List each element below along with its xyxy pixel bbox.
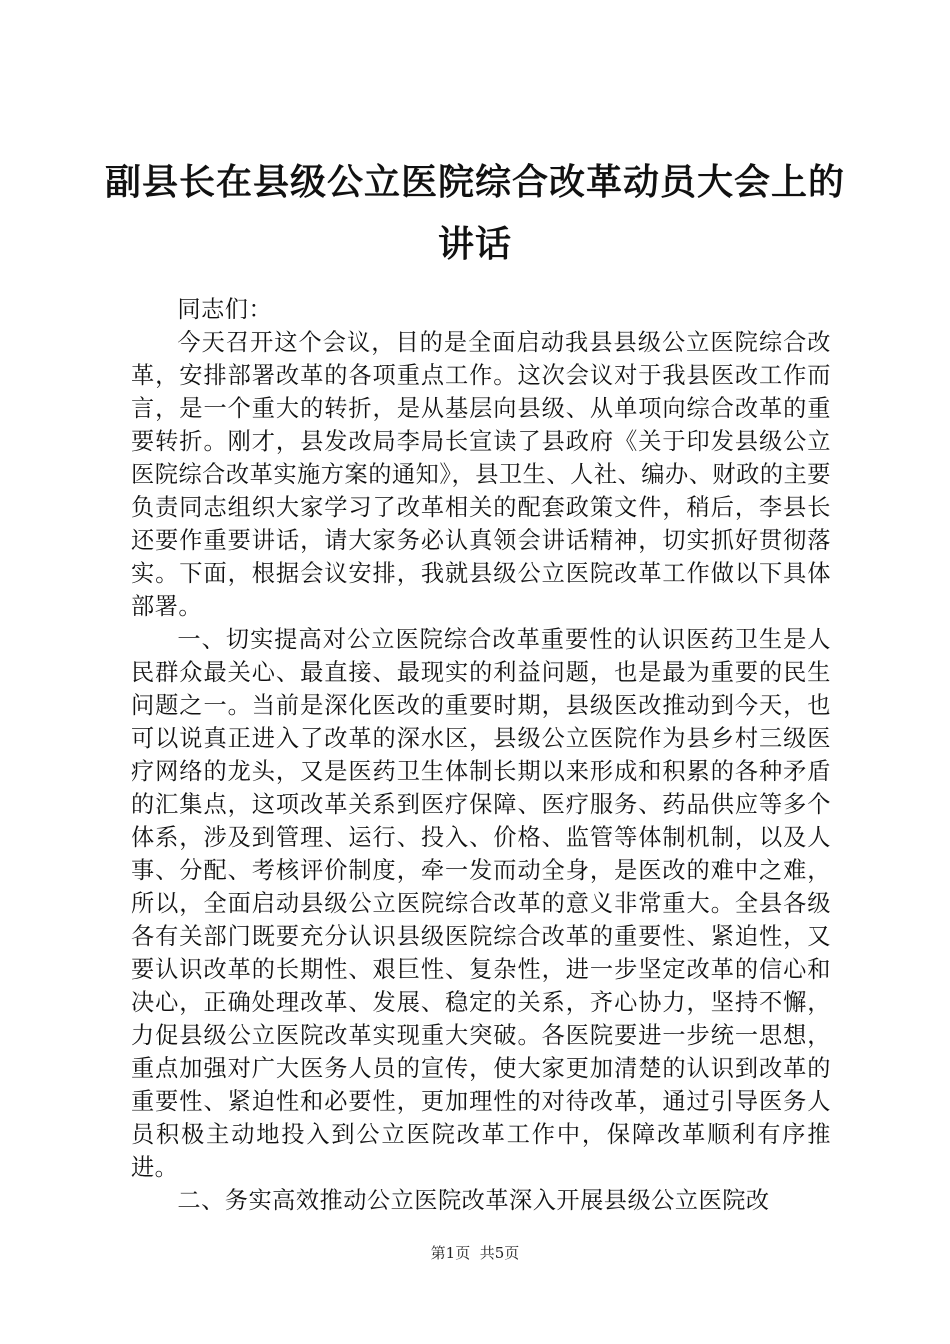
paragraph-1: 今天召开这个会议，目的是全面启动我县县级公立医院综合改革，安排部署改革的各项重点工作。这次会议对于我县医改工作而言，是一个重大的转折，是从基层向县级、从单项向综合改革的重要转折。刚才，县发改局李局长宣读了县政府《关于印发县级公立医院综合改革实施方案的通知》，县卫生、人社、编办、财政的主要负责同志组织大家学习了改革相关的配套政策文件，稍后，李县长还要作重要讲话，请大家务必认真领会讲话精神，切实抓好贯彻落实。下面，根据会议安排，我就县级公立医院改革工作做以下具体部署。: [131, 329, 831, 620]
paragraph-3: 二、务实高效推动公立医院改革深入开展县级公立医院改: [177, 1187, 770, 1214]
page-total: 共5页: [479, 1244, 520, 1262]
page-number: 第1页: [430, 1244, 471, 1262]
document-title-line-1: 副县长在县级公立医院综合改革动员大会上的: [104, 161, 845, 203]
salutation: 同志们：: [177, 296, 273, 323]
paragraph-2: 一、切实提高对公立医院综合改革重要性的认识医药卫生是人民群众最关心、最直接、最现实的利益问题，也是最为重要的民生问题之一。当前是深化医改的重要时期，县级医改推动到今天，也可以说真正进入了改革的深水区，县级公立医院作为县乡村三级医疗网络的龙头，又是医药卫生体制长期以来形成和积累的各种矛盾的汇集点，这项改革关系到医疗保障、医疗服务、药品供应等多个体系，涉及到管理、运行、投入、价格、监管等体制机制，以及人事、分配、考核评价制度，牵一发而动全身，是医改的难中之难，所以，全面启动县级公立医院综合改革的意义非常重大。全县各级各有关部门既要充分认识县级医院综合改革的重要性、紧迫性，又要认识改革的长期性、艰巨性、复杂性，进一步坚定改革的信心和决心，正确处理改革、发展、稳定的关系，齐心协力，坚持不懈，力促县级公立医院改革实现重大突破。各医院要进一步统一思想，重点加强对广大医务人员的宣传，使大家更加清楚的认识到改革的重要性、紧迫性和必要性，更加理性的对待改革，通过引导医务人员积极主动地投入到公立医院改革工作中，保障改革顺利有序推进。: [131, 626, 831, 1181]
footer-spacer: [470, 1244, 480, 1262]
page-footer: [0, 1244, 950, 1262]
document-title-line-2: 讲话: [437, 223, 512, 265]
document-body: [131, 293, 831, 1217]
